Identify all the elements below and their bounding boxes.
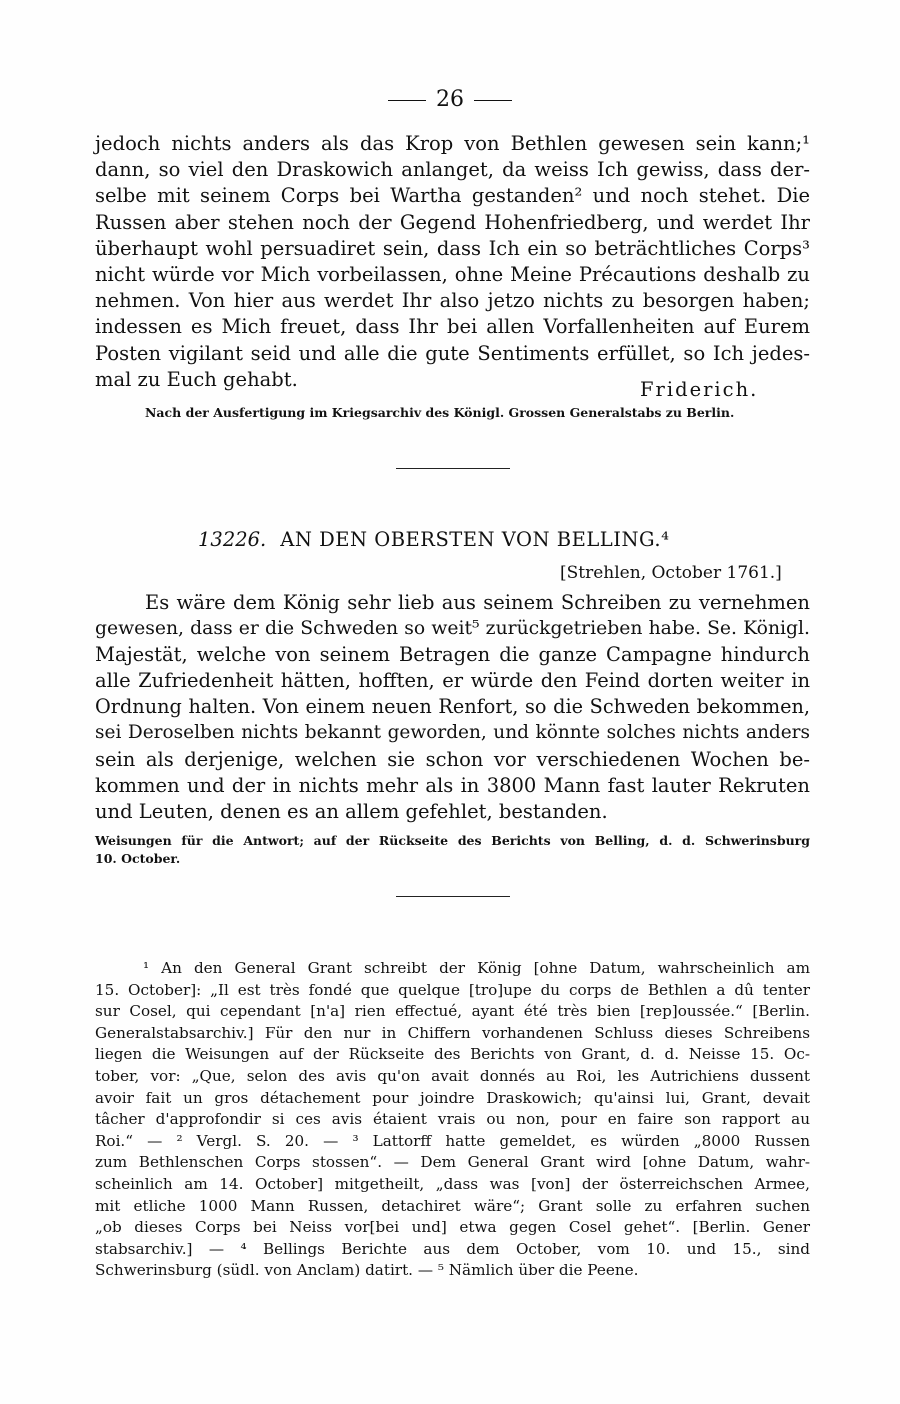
footnote-line: Generalstabsarchiv.] Für den nur in Chiffern vorhandenen Schluss dieses Schreibens — [95, 1023, 810, 1042]
signature: Friderich. — [640, 378, 759, 401]
source-note-1: Nach der Ausfertigung im Kriegsarchiv des Königl. Grossen Generalstabs zu Berlin. — [145, 405, 735, 420]
footnote-line: sur Cosel, qui cependant [n'a] rien effectué, ayant été très bien [rep]oussée.“ [Berlin. — [95, 1002, 810, 1021]
letter-number: 13226. — [198, 528, 267, 551]
letter-1-line: dann, so viel den Draskowich anlanget, da weiss Ich gewiss, dass der- — [95, 158, 810, 182]
section-divider — [396, 468, 510, 469]
letter-1-body — [95, 131, 810, 393]
page-number-text: 26 — [436, 87, 464, 112]
footnote-line: „ob dieses Corps bei Neiss vor[bei und] etwa gegen Cosel gehet“. [Berlin. Gener — [95, 1218, 810, 1237]
letter-1-line: jedoch nichts anders als das Krop von Bethlen gewesen sein kann;¹ — [95, 132, 810, 155]
footnote-line: avoir fait un gros détachement pour joindre Draskowich; qu'ainsi lui, Grant, devait — [95, 1088, 810, 1107]
letter-2-line: sei Deroselben nichts bekannt geworden, und könnte solches nichts anders — [95, 722, 810, 744]
letter-date: [Strehlen, October 1761.] — [560, 563, 782, 583]
footnote-line: 15. October]: „Il est très fondé que quelque [tro]upe du corps de Bethlen a dû tenter — [95, 980, 810, 999]
page-number-dash-left — [388, 100, 426, 101]
letter-1-line: selbe mit seinem Corps bei Wartha gestanden² und noch stehet. Die — [95, 184, 810, 208]
letter-2-line: Majestät, welche von seinem Betragen die ganze Campagne hindurch — [95, 643, 810, 667]
footnote-line: tober, vor: „Que, selon des avis qu'on avait donnés au Roi, les Autrichiens dussent — [95, 1066, 810, 1085]
letter-1-line: Posten vigilant seid und alle die gute Sentiments erfüllet, so Ich jedes- — [95, 341, 810, 365]
source-note-2-line: 10. October. — [95, 851, 181, 866]
letter-title: AN DEN OBERSTEN VON BELLING.⁴ — [280, 528, 670, 551]
letter-1-line: nicht würde vor Mich vorbeilassen, ohne Meine Précautions deshalb zu — [95, 263, 810, 287]
letter-2-line: Es wäre dem König sehr lieb aus seinem Schreiben zu vernehmen — [145, 591, 810, 614]
footnote-line: Schwerinsburg (südl. von Anclam) datirt. — ⁵ Nämlich über die Peene. — [95, 1261, 639, 1280]
letter-2-line: und Leuten, denen es an allem gefehlet, bestanden. — [95, 799, 608, 823]
letter-2-heading — [198, 526, 838, 554]
letter-1-line: überhaupt wohl persuadiret sein, dass Ich ein so beträchtliches Corps³ — [95, 236, 810, 260]
footnote-line: mit etliche 1000 Mann Russen, detachiret wäre“; Grant solle zu erfahren suchen — [95, 1196, 810, 1215]
source-note-2 — [95, 832, 810, 868]
footnote-line: scheinlich am 14. October] mitgetheilt, „dass was [von] der österreichschen Armee, — [95, 1174, 810, 1193]
footnotes — [95, 958, 810, 1282]
footnote-line: zum Bethlenschen Corps stossen“. — Dem General Grant wird [ohne Datum, wahr- — [95, 1153, 810, 1172]
source-note-2-line: Weisungen für die Antwort; auf der Rückseite des Berichts von Belling, d. d. Schwerinsburg — [95, 833, 810, 848]
footnote-line: tâcher d'approfondir si ces avis étaient vrais ou non, pour en faire son rapport au — [95, 1110, 810, 1129]
letter-2-line: Ordnung halten. Von einem neuen Renfort, so die Schweden bekommen, — [95, 695, 810, 719]
letter-1-line: indessen es Mich freuet, dass Ihr bei allen Vorfallenheiten auf Eurem — [95, 315, 810, 339]
letter-2-line: sein als derjenige, welchen sie schon vor verschiedenen Wochen be- — [95, 747, 810, 771]
letter-2-line: alle Zufriedenheit hätten, hofften, er würde den Feind dorten weiter in — [95, 669, 810, 693]
letter-1-line: Russen aber stehen noch der Gegend Hohenfriedberg, und werdet Ihr — [95, 210, 810, 234]
letter-1-line: nehmen. Von hier aus werdet Ihr also jetzo nichts zu besorgen haben; — [95, 289, 810, 313]
letter-2-line: kommen und der in nichts mehr als in 3800 Mann fast lauter Rekruten — [95, 773, 810, 797]
page-number — [0, 86, 900, 114]
letter-1-line: mal zu Euch gehabt. — [95, 367, 298, 391]
letter-2-body — [95, 590, 810, 825]
footnote-line: liegen die Weisungen auf der Rückseite des Berichts von Grant, d. d. Neisse 15. Oc- — [95, 1045, 810, 1064]
footnote-line: stabsarchiv.] — ⁴ Bellings Berichte aus dem October, vom 10. und 15., sind — [95, 1239, 810, 1258]
footnote-line: Roi.“ — ² Vergl. S. 20. — ³ Lattorff hatte gemeldet, es würden „8000 Russen — [95, 1131, 810, 1150]
footnote-line: ¹ An den General Grant schreibt der König [ohne Datum, wahrscheinlich am — [143, 959, 810, 977]
footnote-divider — [396, 896, 510, 897]
page-number-dash-right — [474, 100, 512, 101]
letter-2-line: gewesen, dass er die Schweden so weit⁵ zurückgetrieben habe. Se. Königl. — [95, 618, 810, 640]
